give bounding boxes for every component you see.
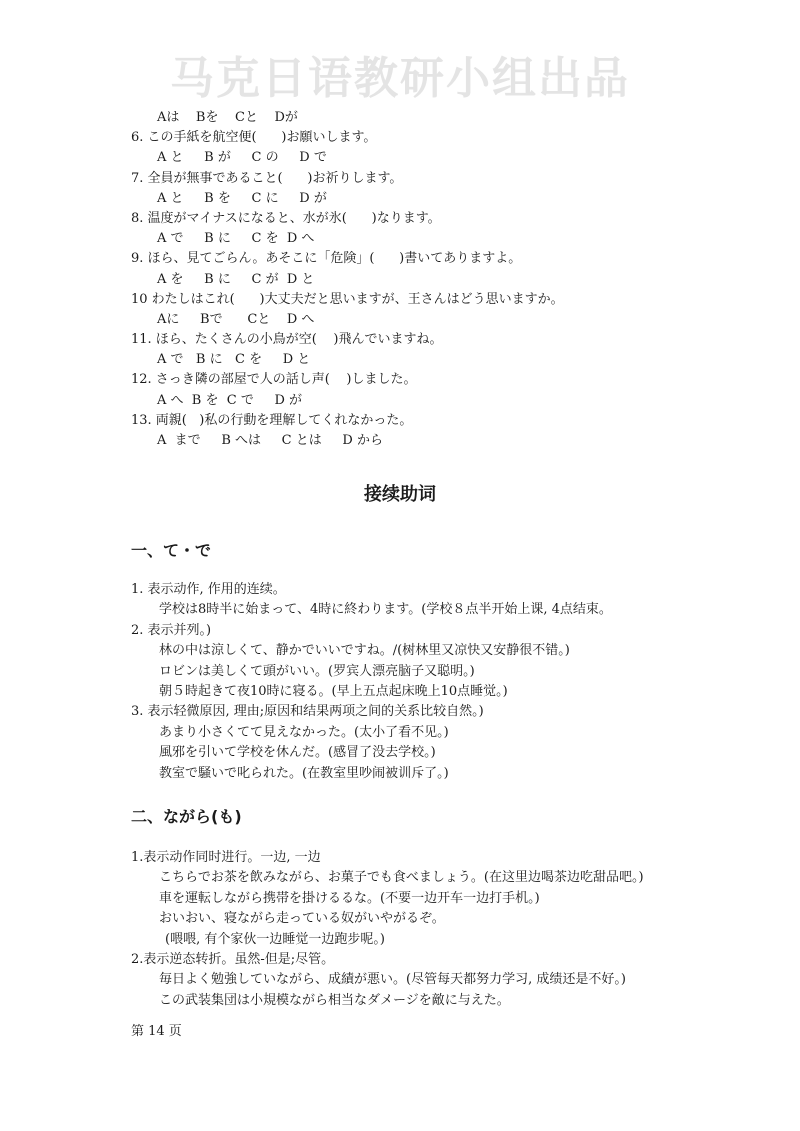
section2-line: この武装集団は小規模ながら相当なダメージを敵に与えた。 <box>159 992 510 1008</box>
quiz-line: 11. ほら、たくさんの小鳥が空( )飛んでいますね。 <box>131 332 443 348</box>
quiz-line: A と B を C に D が <box>157 190 327 206</box>
page-number: 第 14 页 <box>131 1024 182 1039</box>
quiz-line: 8. 温度がマイナスになると、水が氷( )なります。 <box>131 210 441 226</box>
quiz-line: 7. 全員が無事であること( )お祈りします。 <box>131 170 403 186</box>
quiz-line: A を B に C が D と <box>157 271 315 287</box>
quiz-line: 10 わたしはこれ( )大丈夫だと思いますが、王さんはどう思いますか。 <box>131 291 564 307</box>
section2-heading: 二、ながら(も) <box>131 807 242 826</box>
section1-body <box>131 580 751 784</box>
section1-line: あまり小さくてて見えなかった。(太小了看不见。) <box>159 724 449 740</box>
quiz-line: 9. ほら、見てごらん。あそこに「危険」( )書いてありますよ。 <box>131 251 522 267</box>
section2-line: 車を運転しながら携帯を掛けるるな。(不要一边开车一边打手机。) <box>159 890 540 906</box>
quiz-line: A と B が C の D で <box>157 150 327 166</box>
section2-line: 2.表示逆态转折。虽然-但是;尽管。 <box>131 951 335 967</box>
section-title: 接续助词 <box>364 484 436 505</box>
quiz-line: Aに Bで Cと D へ <box>157 311 315 327</box>
section1-line: 教室で騒いで叱られた。(在教室里吵闹被训斥了。) <box>159 765 449 781</box>
section2-line: おいおい、寝ながら走っている奴がいやがるぞ。 <box>159 911 445 927</box>
section2-line: (喂喂, 有个家伙一边睡觉一边跑步呢。) <box>165 931 385 947</box>
section1-line: 朝５時起きて夜10時に寝る。(早上五点起床晚上10点睡觉。) <box>159 683 508 699</box>
section2-body <box>131 848 751 1011</box>
section1-line: ロビンは美しくて頭がいい。(罗宾人漂亮脑子又聪明。) <box>159 663 475 679</box>
section1-line: 学校は8時半に始まって、4時に終わります。(学校８点半开始上课, 4点结束。 <box>159 602 612 618</box>
section1-line: 林の中は涼しくて、静かでいいですね。/(树林里又凉快又安静很不错。) <box>159 643 570 659</box>
section1-line: 2. 表示并列。) <box>131 622 212 638</box>
quiz-line: A へ B を C で D が <box>157 392 303 408</box>
quiz-line: A まで B へは C とは D から <box>157 433 383 448</box>
quiz-line: 13. 両親( )私の行動を理解してくれなかった。 <box>131 412 413 428</box>
section2-line: 1.表示动作同时进行。一边, 一边 <box>131 850 321 865</box>
quiz-line: 12. さっき隣の部屋で人の話し声( )しました。 <box>131 372 417 388</box>
section1-line: 1. 表示动作, 作用的连续。 <box>131 582 286 597</box>
section2-line: 毎日よく勉強していながら、成績が悪い。(尽管每天都努力学习, 成绩还是不好。) <box>159 972 626 988</box>
section1-heading: 一、て・で <box>131 541 212 560</box>
quiz-line: Aは Bを Cと Dが <box>157 110 298 125</box>
section1-line: 3. 表示轻微原因, 理由;原因和结果两项之间的关系比较自然。) <box>131 704 484 720</box>
quiz-line: A で B に C を D へ <box>157 231 315 247</box>
quiz-line: A で B に C を D と <box>157 352 311 368</box>
watermark: 马克日语教研小组出品 <box>170 53 630 104</box>
quiz-line: 6. この手紙を航空便( )お願いします。 <box>131 130 377 146</box>
section2-line: こちらでお茶を飲みながら、お菓子でも食べましょう。(在这里边喝茶边吃甜品吧。) <box>159 870 644 886</box>
section1-line: 風邪を引いて学校を休んだ。(感冒了没去学校。) <box>159 745 436 761</box>
quiz-block <box>131 108 751 451</box>
